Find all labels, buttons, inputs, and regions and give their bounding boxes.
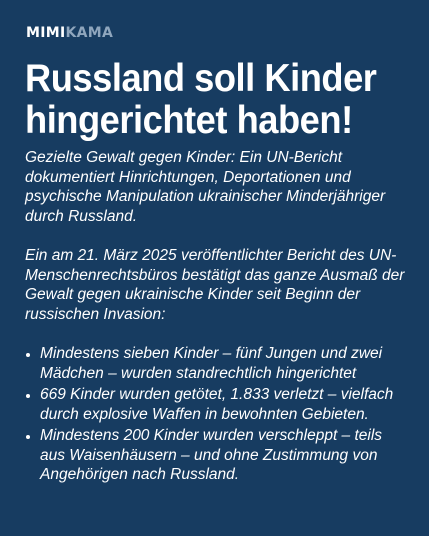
logo-text-mimi: MIMI (26, 25, 66, 41)
fact-text: 669 Kinder wurden getötet, 1.833 verletzt – vielfach durch explosive Waffen in bewohnten Gebieten. (40, 386, 394, 423)
headline: Russland soll Kinder hingerichtet haben! (25, 57, 377, 142)
logo-text-kama: KAMA (65, 25, 114, 41)
fact-text: Mindestens 200 Kinder wurden verschleppt – teils aus Waisenhäusern – und ohne Zustimmung von Angehörigen nach Russland. (40, 427, 383, 483)
fact-item-casualties (40, 385, 409, 424)
bullet-icon (26, 394, 30, 398)
fact-text: Mindestens sieben Kinder – fünf Jungen und zwei Mädchen – wurden standrechtlich hingerichtet (40, 345, 383, 382)
brand-logo (26, 26, 409, 40)
fact-item-executions (40, 344, 409, 383)
body-paragraph: Ein am 21. März 2025 veröffentlichter Bericht des UN-Menschenrechtsbüros bestätigt das ganze Ausmaß der Gewalt gegen ukrainische Kinder seit Beginn der russischen Invasion: (25, 247, 405, 323)
facts-list (25, 344, 409, 485)
bullet-icon (26, 435, 30, 439)
lede-paragraph: Gezielte Gewalt gegen Kinder: Ein UN-Bericht dokumentiert Hinrichtungen, Deportationen und psychische Manipulation ukrainischer Minderjähriger durch Russland. (25, 149, 386, 225)
bullet-icon (26, 353, 30, 357)
fact-item-deportations (40, 426, 409, 485)
